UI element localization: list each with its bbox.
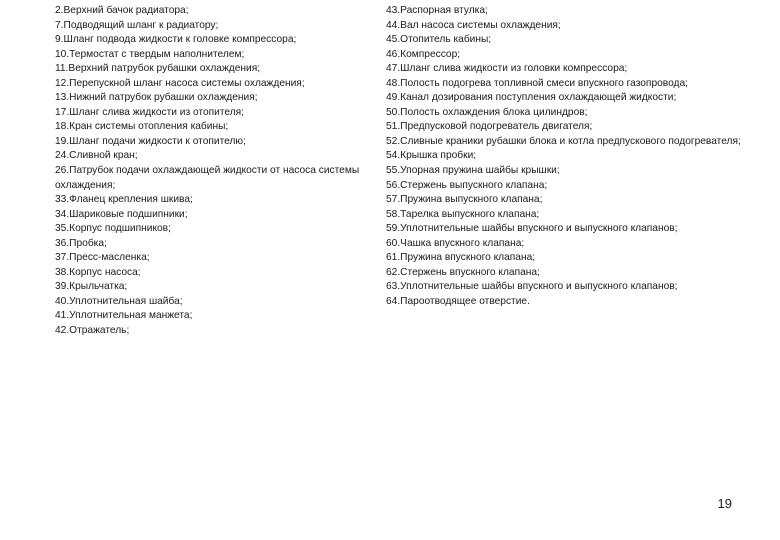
- legend-item: 34.Шариковые подшипники;: [55, 208, 188, 220]
- legend-item: 10.Термостат с твердым наполнителем;: [55, 48, 245, 60]
- legend-item: 56.Стержень выпускного клапана;: [386, 179, 548, 191]
- legend-item: 43.Распорная втулка;: [386, 5, 488, 16]
- legend-item: 59.Уплотнительные шайбы впускного и выпускного клапанов;: [386, 223, 678, 235]
- legend-item: 42.Отражатель;: [55, 325, 130, 337]
- legend-item: 50.Полость охлаждения блока цилиндров;: [386, 106, 588, 118]
- legend-item: 49.Канал дозирования поступления охлаждающей жидкости;: [386, 92, 677, 104]
- legend-item: 60.Чашка впускного клапана;: [386, 237, 525, 249]
- legend-item: 37.Пресс-масленка;: [55, 252, 150, 264]
- legend-item: 36.Пробка;: [55, 237, 107, 249]
- legend-item: 51.Предпусковой подогреватель двигателя;: [386, 121, 593, 133]
- legend-item: 9.Шланг подвода жидкости к головке компрессора;: [55, 34, 297, 46]
- legend-item: 12.Перепускной шланг насоса системы охлаждения;: [55, 77, 305, 89]
- legend-item: 58.Тарелка выпускного клапана;: [386, 208, 540, 220]
- legend-right-column: [386, 4, 746, 309]
- legend-item: 54.Крышка пробки;: [386, 150, 477, 162]
- page-number: 19: [717, 496, 732, 511]
- legend-item: 63.Уплотнительные шайбы впускного и выпускного клапанов;: [386, 281, 678, 293]
- legend-item: 57.Пружина выпускного клапана;: [386, 194, 543, 206]
- legend-item: 55.Упорная пружина шайбы крышки;: [386, 165, 560, 177]
- legend-item: 44.Вал насоса системы охлаждения;: [386, 19, 561, 31]
- legend-item: 11.Верхний патрубок рубашки охлаждения;: [55, 63, 261, 75]
- legend-item: 38.Корпус насоса;: [55, 266, 141, 278]
- legend-item: 61.Пружина впускного клапана;: [386, 252, 536, 264]
- legend-item: 7.Подводящий шланг к радиатору;: [55, 19, 219, 31]
- legend-item: 47.Шланг слива жидкости из головки компрессора;: [386, 63, 628, 75]
- legend-item: 64.Пароотводящее отверстие.: [386, 295, 530, 307]
- legend-item: 48.Полость подогрева топливной смеси впускного газопровода;: [386, 77, 688, 89]
- legend-item: 24.Сливной кран;: [55, 150, 138, 162]
- legend-item: 33.Фланец крепления шкива;: [55, 194, 193, 206]
- legend-item: 26.Патрубок подачи охлаждающей жидкости от насоса системы охлаждения;: [55, 165, 360, 191]
- legend-item: 2.Верхний бачок радиатора;: [55, 5, 189, 16]
- legend-item: 46.Компрессор;: [386, 48, 461, 60]
- legend-item: 18.Кран системы отопления кабины;: [55, 121, 229, 133]
- legend-item: 39.Крыльчатка;: [55, 281, 128, 293]
- legend-item: 35.Корпус подшипников;: [55, 223, 171, 235]
- legend-item: 19.Шланг подачи жидкости к отопителю;: [55, 135, 246, 147]
- legend-left-column: [55, 4, 375, 339]
- legend-item: 45.Отопитель кабины;: [386, 34, 492, 46]
- legend-item: 40.Уплотнительная шайба;: [55, 295, 183, 307]
- legend-item: 41.Уплотнительная манжета;: [55, 310, 193, 322]
- legend-item: 52.Сливные краники рубашки блока и котла предпускового подогревателя;: [386, 135, 741, 147]
- legend-item: 62.Стержень впускного клапана;: [386, 266, 540, 278]
- legend-item: 17.Шланг слива жидкости из отопителя;: [55, 106, 245, 118]
- legend-item: 13.Нижний патрубок рубашки охлаждения;: [55, 92, 258, 104]
